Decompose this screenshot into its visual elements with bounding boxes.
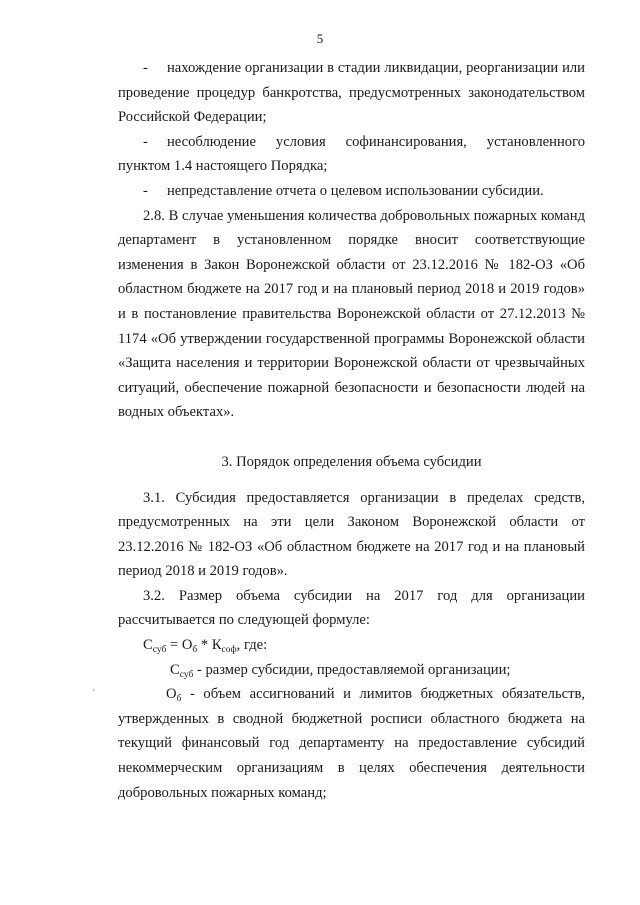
definition-symbol: О — [166, 686, 177, 703]
list-dash: - — [143, 60, 148, 76]
list-item-text: непредставление отчета о целевом использовании субсидии. — [167, 182, 544, 199]
formula-k-sub: соф — [221, 645, 237, 656]
formula-lhs: С — [143, 637, 153, 654]
stray-mark: ` — [92, 689, 96, 700]
list-item — [118, 179, 585, 204]
formula — [118, 633, 585, 658]
definition-csub — [118, 658, 585, 683]
paragraph-3-1: 3.1. Субсидия предоставляется организации в пределах средств, предусмотренных на эти цели Законом Воронежской области от 23.12.2016 № 182-ОЗ «Об областном бюджете на 2017 год и на плановый период 2018 и 2019 годов». — [118, 489, 585, 580]
list-item-text: нахождение организации в стадии ликвидации, реорганизации или проведение процедур банкротства, предусмотренных законодательством Российской Федерации; — [118, 60, 585, 126]
document-body — [118, 56, 585, 805]
definition-symbol-sub: б — [176, 694, 182, 705]
paragraph-2-8: 2.8. В случае уменьшения количества добровольных пожарных команд департамент в установленном порядке вносит соответствующие изменения в Закон Воронежской области от 23.12.2016 № 182-ОЗ «Об областном бюджете на 2017 год и на плановый период 2018 и 2019 годов» и в постановление правительства Воронежской области от 27.12.2013 № 1174 «Об утверждении государственной программы Воронежской области «Защита населения и территории Воронежской области от чрезвычайных ситуаций, обеспечение пожарной безопасности и безопасности людей на водных объектах». — [118, 207, 585, 421]
list-item — [118, 130, 585, 179]
paragraph-3-2: 3.2. Размер объема субсидии на 2017 год для организации рассчитывается по следующей формуле: — [118, 587, 585, 629]
list-item — [118, 56, 585, 130]
list-dash: - — [143, 133, 148, 150]
formula-mult: * К — [197, 637, 222, 654]
definition-symbol-sub: суб — [179, 669, 194, 680]
definition-text: - размер субсидии, предоставляемой организации; — [193, 661, 511, 678]
page-number: 5 — [316, 31, 324, 46]
definition-text: - объем ассигнований и лимитов бюджетных обязательств, утвержденных в сводной бюджетной росписи областного бюджета на текущий финансовый год департаменту на предоставление субсидий некоммерческим организациям в целях обеспечения деятельности добровольных пожарных команд; — [118, 686, 585, 801]
list-dash: - — [143, 182, 148, 199]
formula-lhs-sub: суб — [152, 645, 167, 656]
formula-o-sub: б — [192, 645, 198, 656]
definition-symbol: С — [170, 661, 180, 678]
definition-ob — [118, 682, 585, 805]
section-heading: 3. Порядок определения объема субсидии — [221, 453, 482, 470]
formula-eq: = О — [166, 637, 193, 654]
list-item-text: несоблюдение условия софинансирования, установленного пунктом 1.4 настоящего Порядка; — [118, 133, 585, 175]
formula-tail: , где: — [236, 637, 268, 654]
